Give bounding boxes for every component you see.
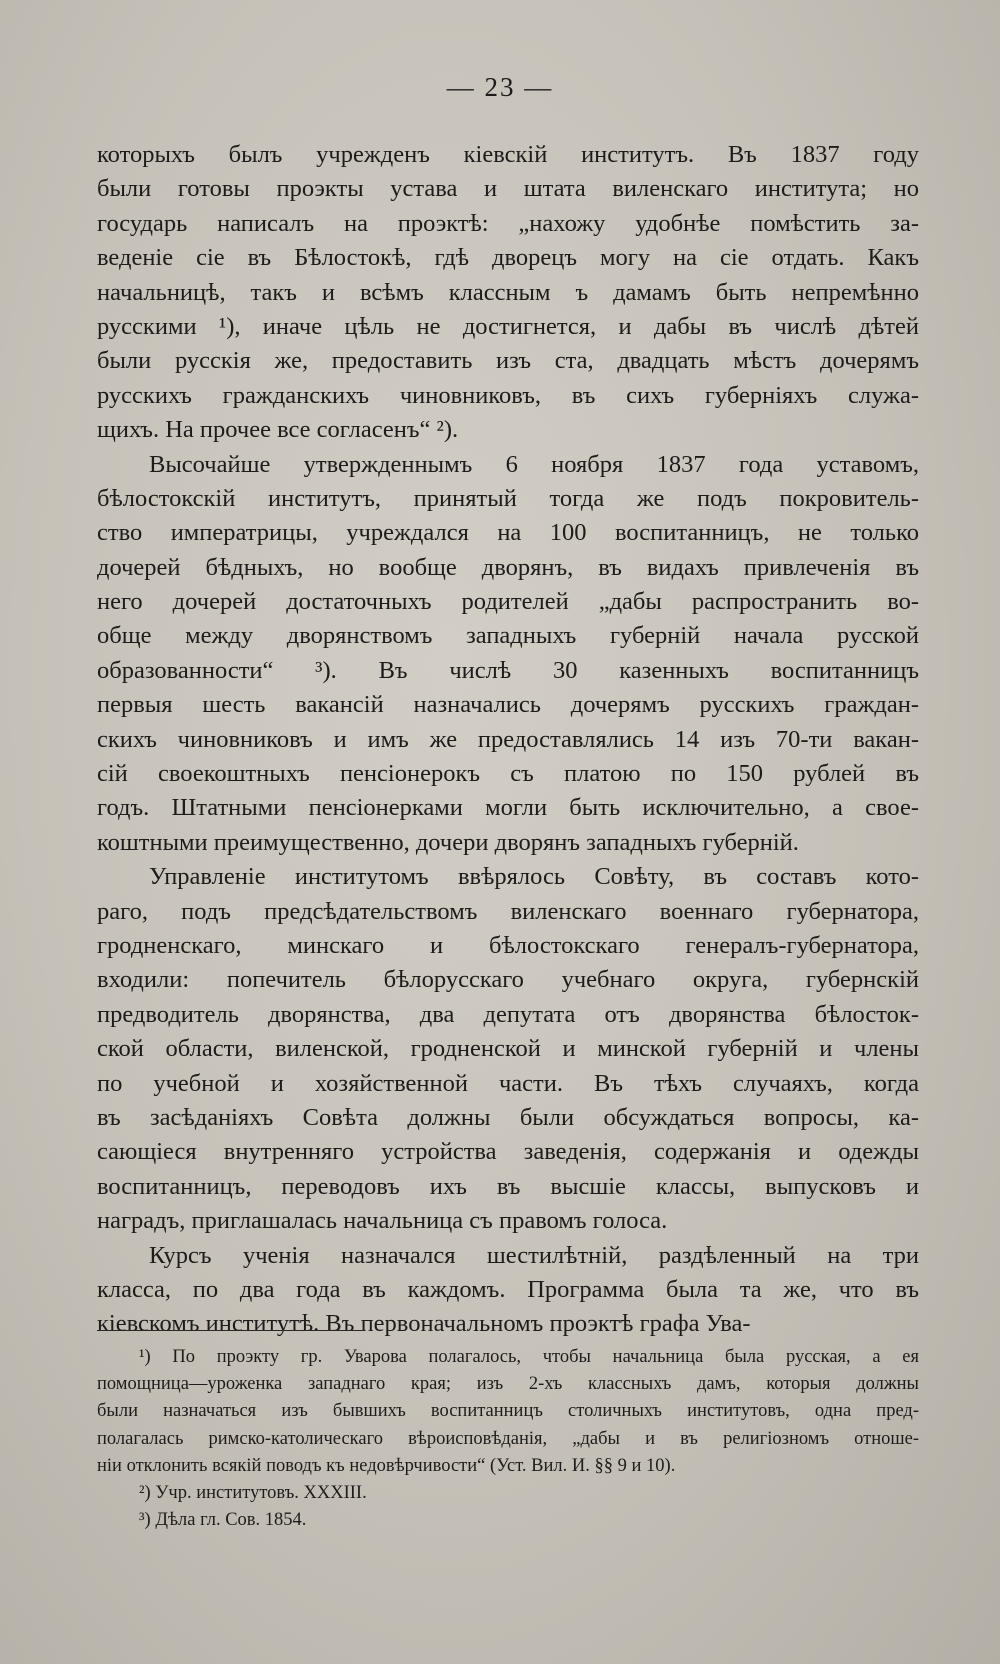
text-line: сій своекоштныхъ пенсіонерокъ съ платою по 150 рублей въ xyxy=(97,760,919,788)
text-line: коштными преимущественно, дочери дворянъ западныхъ губерній. xyxy=(97,828,799,856)
text-line: Высочайше утвержденнымъ 6 ноября 1837 года уставомъ, xyxy=(149,450,919,478)
footnote xyxy=(97,1480,919,1507)
footnote-line: ніи отклонить всякій поводъ къ недовѣрчивости“ (Уст. Вил. И. §§ 9 и 10). xyxy=(97,1455,676,1476)
text-line: Управленіе институтомъ ввѣрялось Совѣту, въ составъ кото- xyxy=(149,863,919,891)
text-line: по учебной и хозяйственной части. Въ тѣхъ случаяхъ, когда xyxy=(97,1069,919,1097)
paragraph xyxy=(97,448,919,861)
footnotes xyxy=(97,1344,919,1534)
text-line: дочерей бѣдныхъ, но вообще дворянъ, въ видахъ привлеченія въ xyxy=(97,553,919,581)
text-line: скихъ чиновниковъ и имъ же предоставлялись 14 изъ 70-ти вакан- xyxy=(97,725,919,753)
footnote-line: ¹) По проэкту гр. Уварова полагалось, чтобы начальница была русская, а ея xyxy=(139,1347,919,1367)
text-line: ство императрицы, учреждался на 100 воспитанницъ, не только xyxy=(97,519,919,547)
text-line: сающіеся внутренняго устройства заведенія, содержанія и одежды xyxy=(97,1138,919,1166)
text-line: него дочерей достаточныхъ родителей „дабы распространить во- xyxy=(97,588,919,616)
text-line: входили: попечитель бѣлорусскаго учебнаго округа, губернскій xyxy=(97,966,919,994)
text-line: которыхъ былъ учрежденъ кіевскій институтъ. Въ 1837 году xyxy=(97,141,919,168)
text-line: обще между дворянствомъ западныхъ губерній начала русской xyxy=(97,622,919,650)
footnote-line: полагалась римско-католическаго вѣроисповѣданія, „дабы и въ религіозномъ отноше- xyxy=(97,1428,919,1449)
text-line: въ засѣданіяхъ Совѣта должны были обсуждаться вопросы, ка- xyxy=(97,1103,919,1131)
text-line: начальницѣ, такъ и всѣмъ классным ъ дамамъ быть непремѣнно xyxy=(97,278,919,306)
paragraph xyxy=(97,860,919,1238)
paragraph xyxy=(97,138,919,448)
text-line: годъ. Штатными пенсіонерками могли быть исключительно, а свое- xyxy=(97,794,919,822)
text-line: русскими ¹), иначе цѣль не достигнется, и дабы въ числѣ дѣтей xyxy=(97,312,919,340)
text-line: государь написалъ на проэктѣ: „нахожу удобнѣе помѣстить за- xyxy=(97,209,919,237)
text-line: образованности“ ³). Въ числѣ 30 казенныхъ воспитанницъ xyxy=(97,656,919,684)
text-line: были готовы проэкты устава и штата виленскаго института; но xyxy=(97,175,919,203)
text-line: Курсъ ученія назначался шестилѣтній, раздѣленный на три xyxy=(149,1241,919,1269)
footnote-line: ³) Дѣла гл. Сов. 1854. xyxy=(139,1510,307,1531)
paragraph xyxy=(97,1239,919,1342)
text-line: раго, подъ предсѣдательствомъ виленскаго военнаго губернатора, xyxy=(97,897,919,925)
footnote xyxy=(97,1507,919,1534)
text-line: первыя шесть вакансій назначались дочерямъ русскихъ граждан- xyxy=(97,691,919,719)
footnote xyxy=(97,1344,919,1480)
text-line: веденіе сіе въ Бѣлостокѣ, гдѣ дворецъ могу на сіе отдать. Какъ xyxy=(97,244,919,272)
text-line: наградъ, приглашалась начальница съ правомъ голоса. xyxy=(97,1207,668,1235)
footnote-line: помощница—уроженка западнаго края; изъ 2-хъ классныхъ дамъ, которыя должны xyxy=(97,1374,919,1395)
text-line: кіевскомъ институтѣ. Въ первоначальномъ проэктѣ графа Ува- xyxy=(97,1310,751,1338)
text-line: предводитель дворянства, два депутата отъ дворянства бѣлосток- xyxy=(97,1000,919,1028)
text-line: гродненскаго, минскаго и бѣлостокскаго генералъ-губернатора, xyxy=(97,931,919,959)
text-line: бѣлостокскій институтъ, принятый тогда же подъ покровитель- xyxy=(97,484,919,512)
footnote-line: ²) Учр. институтовъ. XXXIII. xyxy=(139,1482,367,1503)
text-line: ской области, виленской, гродненской и минской губерній и члены xyxy=(97,1035,919,1063)
text-line: были русскія же, предоставить изъ ста, двадцать мѣстъ дочерямъ xyxy=(97,347,919,375)
page-number: — 23 — xyxy=(446,72,554,102)
footnote-separator xyxy=(97,1330,365,1331)
main-text xyxy=(97,138,919,1342)
text-line: русскихъ гражданскихъ чиновниковъ, въ сихъ губерніяхъ служа- xyxy=(97,381,919,409)
text-line: класса, по два года въ каждомъ. Программа была та же, что въ xyxy=(97,1275,919,1303)
text-line: щихъ. На прочее все согласенъ“ ²). xyxy=(97,416,459,444)
footnote-line: были назначаться изъ бывшихъ воспитанницъ столичныхъ институтовъ, одна пред- xyxy=(97,1401,919,1422)
text-line: воспитанницъ, переводовъ ихъ въ высшіе классы, выпусковъ и xyxy=(97,1172,919,1200)
